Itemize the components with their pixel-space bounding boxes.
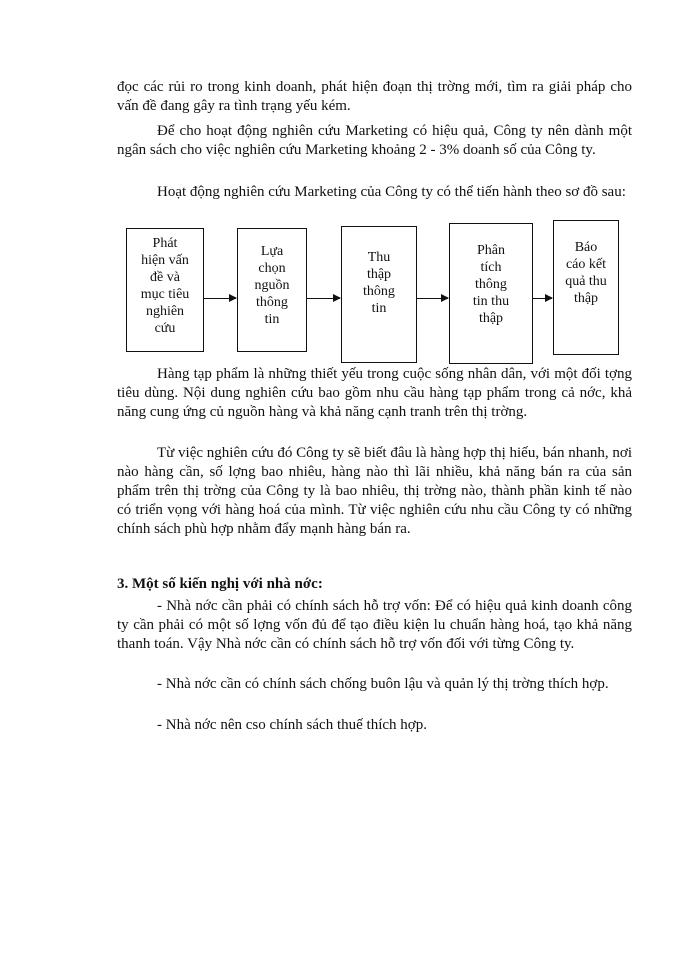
flow-box-4	[449, 223, 533, 364]
paragraph-4: Hàng tạp phẩm là những thiết yếu trong cuộc sống nhân dân, với một đối tợng tiêu dùng. Nội dung nghiên cứu bao gồm nhu cầu hàng tạp phẩm trong cả nớc, khả năng cung ứng củ nguồn hàng và khả năng cạnh tranh trên thị trờng.	[117, 366, 632, 420]
flow-box-1	[126, 228, 204, 352]
flow-box-3	[341, 226, 417, 363]
paragraph-5: Từ việc nghiên cứu đó Công ty sẽ biết đâu là hàng hợp thị hiếu, bán nhanh, nơi nào hàng cần, số lợng bao nhiêu, hàng nào thì lãi nhiều, khả năng bán ra của sản phẩm trên thị trờng của Công ty là bao nhiêu, thị trờng nào, thành phần kinh tế nào có triển vọng với hàng hoá của mình. Từ việc nghiên cứu nhu cầu Công ty có những chính sách phù hợp nhằm đẩy mạnh hàng bán ra.	[117, 445, 632, 537]
section-heading: 3. Một số kiến nghị với nhà nớc:	[117, 576, 323, 592]
recommendation-1: - Nhà nớc cần phải có chính sách hỗ trợ vốn: Để có hiệu quả kinh doanh công ty cần phải có một số lợng vốn đủ để tạo điều kiện lu chuẩn hàng hoá, tạo khả năng thanh toán. Vậy Nhà nớc cần có chính sách hỗ trợ vốn đối với từng Công ty.	[117, 598, 632, 652]
flow-arrow-4	[533, 298, 552, 299]
flow-arrow-2	[307, 298, 340, 299]
recommendation-2: - Nhà nớc cần có chính sách chống buôn lậu và quản lý thị trờng thích hợp.	[157, 676, 609, 692]
flow-box-4-label: Phân tích thông tin thu thập	[472, 243, 510, 326]
flow-box-5-label: Báo cáo kết quả thu thập	[565, 240, 607, 306]
flow-box-2	[237, 228, 307, 352]
flow-box-2-label: Lựa chọn nguồn thông tin	[254, 244, 290, 327]
recommendation-3: - Nhà nớc nên cso chính sách thuế thích hợp.	[157, 717, 427, 733]
flow-box-1-label: Phát hiện vấn đề và mục tiêu nghiên cứu	[140, 236, 190, 336]
paragraph-2: Để cho hoạt động nghiên cứu Marketing có hiệu quả, Công ty nên dành một ngân sách cho việc nghiên cứu Marketing khoảng 2 - 3% doanh số của Công ty.	[117, 123, 632, 158]
flow-arrow-3	[417, 298, 448, 299]
paragraph-3: Hoạt động nghiên cứu Marketing của Công ty có thể tiến hành theo sơ đồ sau:	[157, 184, 626, 200]
paragraph-1: đọc các rủi ro trong kinh doanh, phát hiện đoạn thị trờng mới, tìm ra giải pháp cho vấn đề đang gây ra tình trạng yếu kém.	[117, 79, 632, 114]
flow-arrow-1	[204, 298, 236, 299]
flow-box-3-label: Thu thập thông tin	[363, 250, 395, 316]
flow-box-5	[553, 220, 619, 355]
